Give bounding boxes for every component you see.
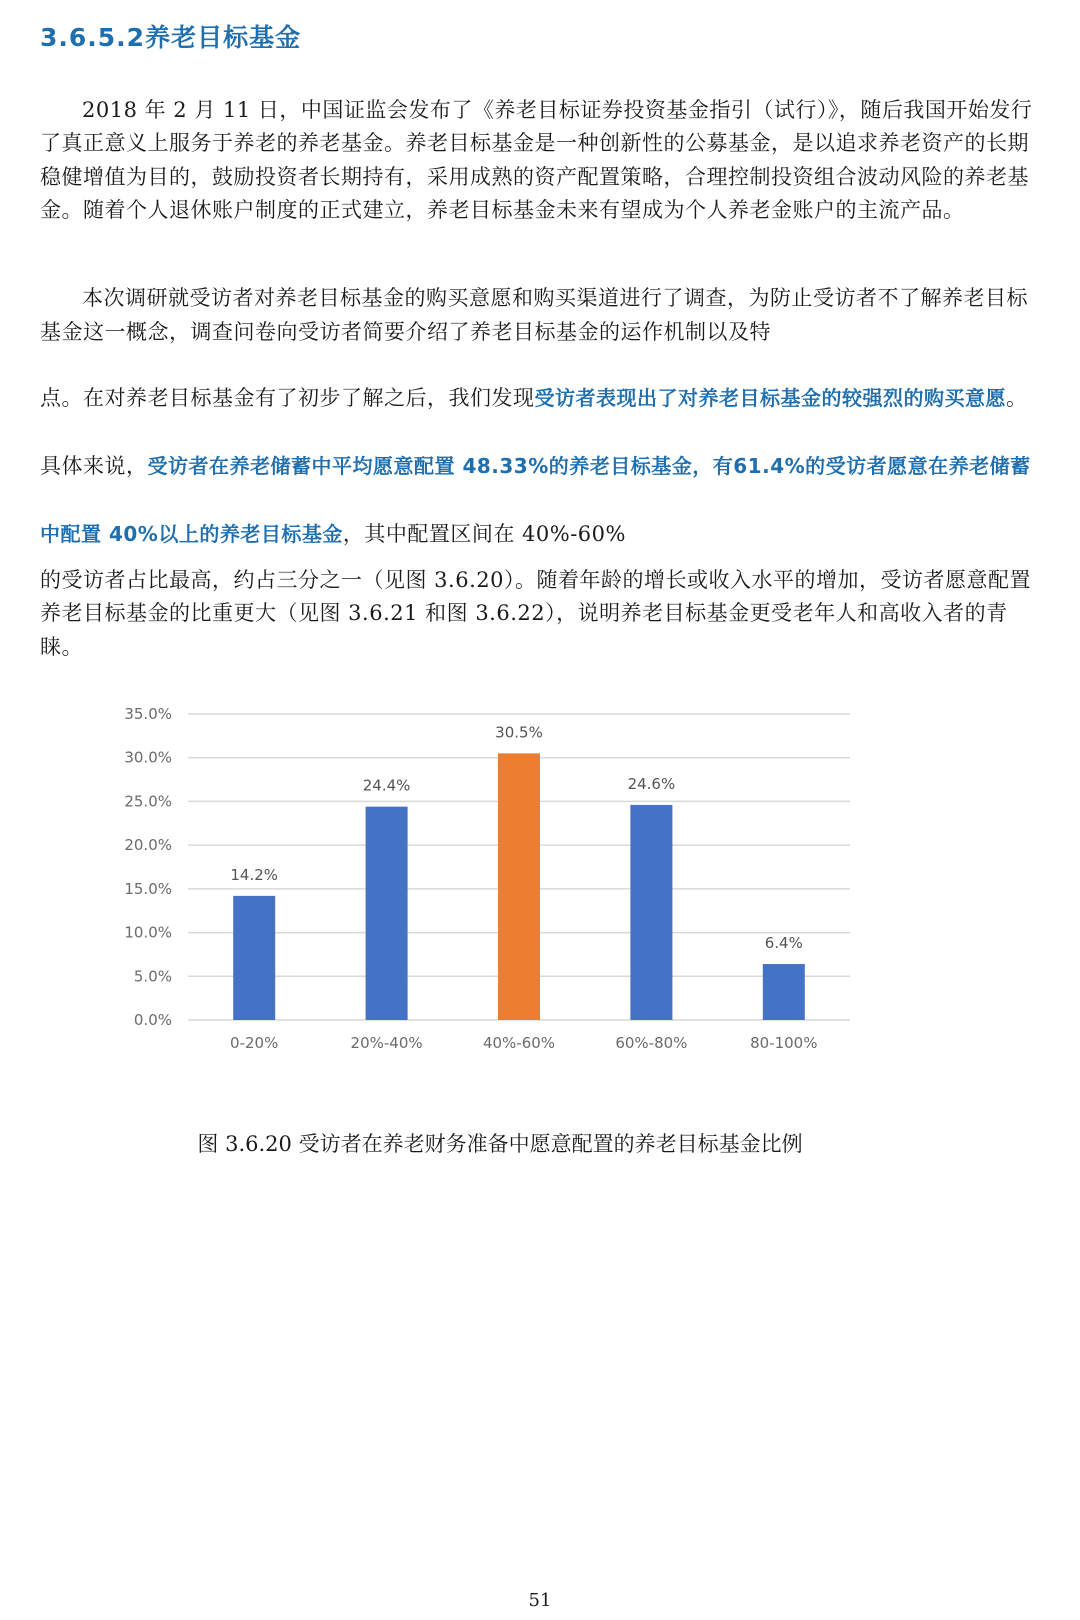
data-label: 14.2% [230,865,279,884]
paragraph-survey: 本次调研就受访者对养老目标基金的购买意愿和购买渠道进行了调查，为防止受访者不了解养老目标基金这一概念，调查问卷向受访者简要介绍了养老目标基金的运作机制以及特 [40,286,1028,344]
y-tick-label: 10.0% [124,923,172,942]
y-tick-label: 15.0% [124,879,172,898]
x-axis-ticks [230,1034,817,1052]
data-label: 24.6% [627,774,676,793]
data-label: 30.5% [495,723,543,742]
x-tick-label: 80-100% [750,1034,818,1052]
x-tick-label: 60%-80% [615,1034,688,1052]
y-tick-label: 5.0% [133,967,172,986]
chart-bars [233,753,805,1020]
x-tick-label: 20%-40% [350,1034,423,1052]
findings-text-a: 点。在对养老目标基金有了初步了解之后，我们发现 [40,386,535,410]
section-heading: 3.6.5.2养老目标基金 [40,23,302,52]
y-tick-label: 25.0% [124,792,172,811]
paragraph-intro: 2018 年 2 月 11 日，中国证监会发布了《养老目标证券投资基金指引（试行）》，随后我国开始发行了真正意义上服务于养老的养老基金。养老目标基金是一种创新性的公募基金，是以追求养老资产的长期稳健增值为目的，鼓励投资者长期持有，采用成熟的资产配置策略，合理控制投资组合波动风险的养老基金。随着个人退休账户制度的正式建立，养老目标基金未来有望成为个人养老金账户的主流产品。 [40,98,1033,223]
x-tick-label: 0-20% [230,1034,279,1052]
data-label: 6.4% [764,934,803,953]
bar [233,896,275,1020]
bar [630,805,672,1020]
highlight-allocation-stats: 受访者在养老储蓄中平均愿意配置 48.33%的养老目标基金，有61.4%的受访者愿意在养老储蓄中配置 40%以上的养老目标基金 [40,454,1031,546]
y-axis-ticks [124,705,172,1029]
y-tick-label: 30.0% [124,748,172,767]
paragraph-findings [40,364,1040,568]
findings-text-b: 。具体来说， [40,386,1028,478]
bar [366,807,408,1020]
paragraph-conclusion: 的受访者占比最高，约占三分之一（见图 3.6.20）。随着年龄的增长或收入水平的增加，受访者愿意配置养老目标基金的比重更大（见图 3.6.21 和图 3.6.22），说明养老目标基金更受老年人和高收入者的青睐。 [40,568,1031,659]
bar [498,753,540,1020]
bar-chart [110,690,870,1070]
page-number: 51 [528,1590,552,1611]
data-label: 24.4% [362,776,411,795]
figure-caption: 图 3.6.20 受访者在养老财务准备中愿意配置的养老目标基金比例 [197,1132,803,1156]
y-tick-label: 20.0% [124,836,172,855]
bar [763,964,805,1020]
x-tick-label: 40%-60% [482,1034,556,1052]
y-tick-label: 35.0% [124,705,172,723]
findings-text-c: ，其中配置区间在 40%-60% [342,522,626,546]
y-tick-label: 0.0% [133,1011,172,1029]
highlight-purchase-intent: 受访者表现出了对养老目标基金的较强烈的购买意愿 [534,386,1006,410]
